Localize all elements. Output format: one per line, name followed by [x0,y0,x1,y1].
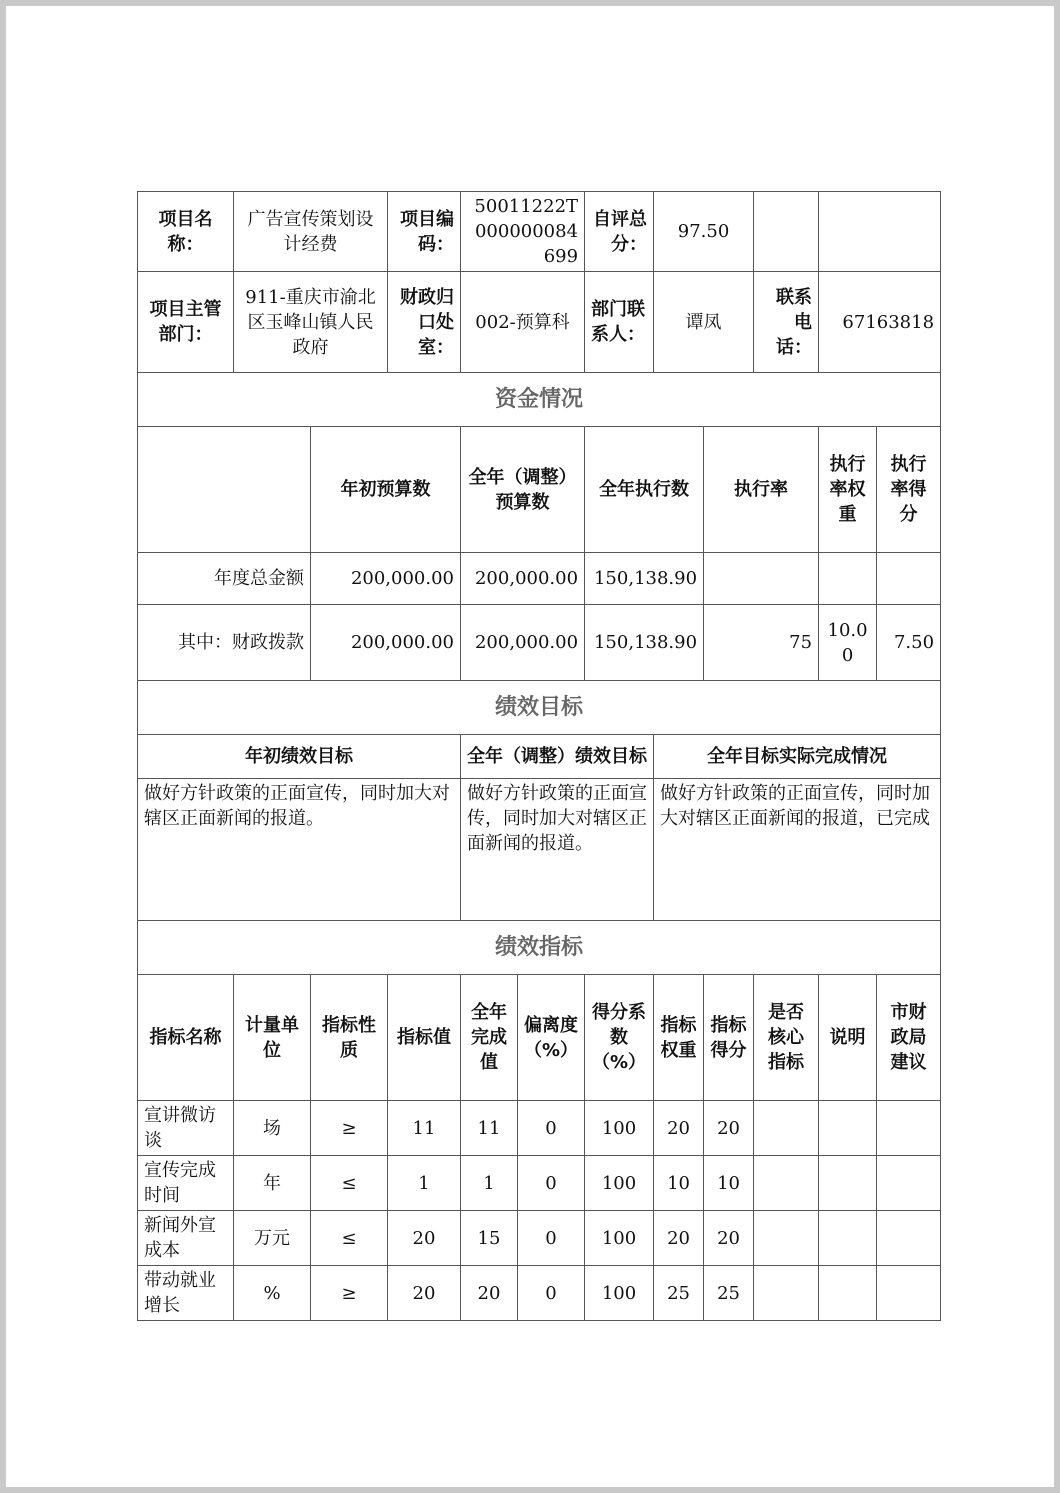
ind-score: 25 [704,1266,754,1321]
ind-note [819,1211,877,1266]
funds-weight-value: 10.00 [819,605,877,681]
funds-adjusted-value: 200,000.00 [461,553,585,605]
finance-office-label: 财政归口处室： [388,272,461,373]
ind-col-core: 是否核心指标 [754,975,819,1101]
ind-deviation: 0 [518,1101,585,1156]
ind-core [754,1101,819,1156]
funds-score-value [877,553,941,605]
ind-coefficient: 100 [585,1266,654,1321]
ind-coefficient: 100 [585,1156,654,1211]
funds-score-value: 7.50 [877,605,941,681]
self-score-value: 97.50 [654,192,754,272]
funds-rate-value: 75 [704,605,819,681]
ind-name: 带动就业增长 [138,1266,234,1321]
ind-unit: % [234,1266,311,1321]
funds-row-label: 年度总金额 [138,553,311,605]
ind-col-coefficient: 得分系数（%） [585,975,654,1101]
goals-col-initial: 年初绩效目标 [138,735,461,779]
indicators-section-title: 绩效指标 [138,921,941,975]
ind-core [754,1211,819,1266]
ind-value: 1 [388,1156,461,1211]
ind-core [754,1266,819,1321]
ind-done: 15 [461,1211,518,1266]
table-row [138,1156,941,1211]
ind-score: 20 [704,1211,754,1266]
contact-person-value: 谭凤 [654,272,754,373]
ind-value: 20 [388,1211,461,1266]
phone-value: 67163818 [819,272,941,373]
table-row [138,605,941,681]
ind-score: 10 [704,1156,754,1211]
ind-col-unit: 计量单位 [234,975,311,1101]
ind-deviation: 0 [518,1156,585,1211]
ind-advice [877,1101,941,1156]
ind-score: 20 [704,1101,754,1156]
ind-deviation: 0 [518,1211,585,1266]
contact-person-label: 部门联系人： [585,272,654,373]
ind-nature: ≤ [311,1156,388,1211]
empty-cell [819,192,941,272]
ind-note [819,1156,877,1211]
ind-name: 宣传完成时间 [138,1156,234,1211]
goals-col-adjusted: 全年（调整）绩效目标 [461,735,654,779]
ind-weight: 25 [654,1266,704,1321]
funds-executed-value: 150,138.90 [585,605,704,681]
ind-done: 1 [461,1156,518,1211]
ind-col-note: 说明 [819,975,877,1101]
ind-advice [877,1156,941,1211]
ind-advice [877,1211,941,1266]
goals-adjusted-text: 做好方针政策的正面宣传，同时加大对辖区正面新闻的报道。 [461,779,654,921]
funds-weight-value [819,553,877,605]
table-row [138,1101,941,1156]
ind-note [819,1266,877,1321]
ind-coefficient: 100 [585,1101,654,1156]
ind-col-done: 全年完成值 [461,975,518,1101]
ind-nature: ≥ [311,1101,388,1156]
ind-col-weight: 指标权重 [654,975,704,1101]
project-code-label: 项目编码： [388,192,461,272]
ind-name: 新闻外宣成本 [138,1211,234,1266]
department-value: 911-重庆市渝北区玉峰山镇人民政府 [234,272,388,373]
ind-weight: 10 [654,1156,704,1211]
goals-section-title: 绩效目标 [138,681,941,735]
funds-executed-value: 150,138.90 [585,553,704,605]
ind-unit: 场 [234,1101,311,1156]
goals-initial-text: 做好方针政策的正面宣传，同时加大对辖区正面新闻的报道。 [138,779,461,921]
funds-col-weight: 执行率权重 [819,427,877,553]
ind-value: 20 [388,1266,461,1321]
ind-col-score: 指标得分 [704,975,754,1101]
self-score-label: 自评总分： [585,192,654,272]
funds-col-score: 执行率得分 [877,427,941,553]
ind-core [754,1156,819,1211]
ind-value: 11 [388,1101,461,1156]
ind-advice [877,1266,941,1321]
funds-rate-value [704,553,819,605]
ind-coefficient: 100 [585,1211,654,1266]
table-row [138,1266,941,1321]
ind-weight: 20 [654,1211,704,1266]
ind-unit: 万元 [234,1211,311,1266]
goals-actual-text: 做好方针政策的正面宣传，同时加大对辖区正面新闻的报道，已完成 [654,779,941,921]
funds-row-label: 其中：财政拨款 [138,605,311,681]
ind-col-name: 指标名称 [138,975,234,1101]
project-code-value: 50011222T000000084699 [461,192,585,272]
ind-col-deviation: 偏离度（%） [518,975,585,1101]
performance-self-evaluation-table [137,191,941,1321]
funds-col-executed: 全年执行数 [585,427,704,553]
department-label: 项目主管部门： [138,272,234,373]
ind-done: 11 [461,1101,518,1156]
goals-col-actual: 全年目标实际完成情况 [654,735,941,779]
phone-label: 联系电话： [754,272,819,373]
funds-col-initial: 年初预算数 [311,427,461,553]
table-row [138,1211,941,1266]
funds-initial-value: 200,000.00 [311,553,461,605]
funds-section-title: 资金情况 [138,373,941,427]
funds-col-adjusted: 全年（调整）预算数 [461,427,585,553]
ind-note [819,1101,877,1156]
empty-cell [138,427,311,553]
table-row [138,553,941,605]
empty-cell [754,192,819,272]
ind-col-advice: 市财政局建议 [877,975,941,1101]
ind-unit: 年 [234,1156,311,1211]
project-name-label: 项目名称： [138,192,234,272]
ind-nature: ≤ [311,1211,388,1266]
ind-nature: ≥ [311,1266,388,1321]
ind-weight: 20 [654,1101,704,1156]
project-name-value: 广告宣传策划设计经费 [234,192,388,272]
funds-adjusted-value: 200,000.00 [461,605,585,681]
funds-initial-value: 200,000.00 [311,605,461,681]
ind-col-value: 指标值 [388,975,461,1101]
ind-col-nature: 指标性质 [311,975,388,1101]
ind-done: 20 [461,1266,518,1321]
ind-name: 宣讲微访谈 [138,1101,234,1156]
finance-office-value: 002-预算科 [461,272,585,373]
funds-col-rate: 执行率 [704,427,819,553]
ind-deviation: 0 [518,1266,585,1321]
